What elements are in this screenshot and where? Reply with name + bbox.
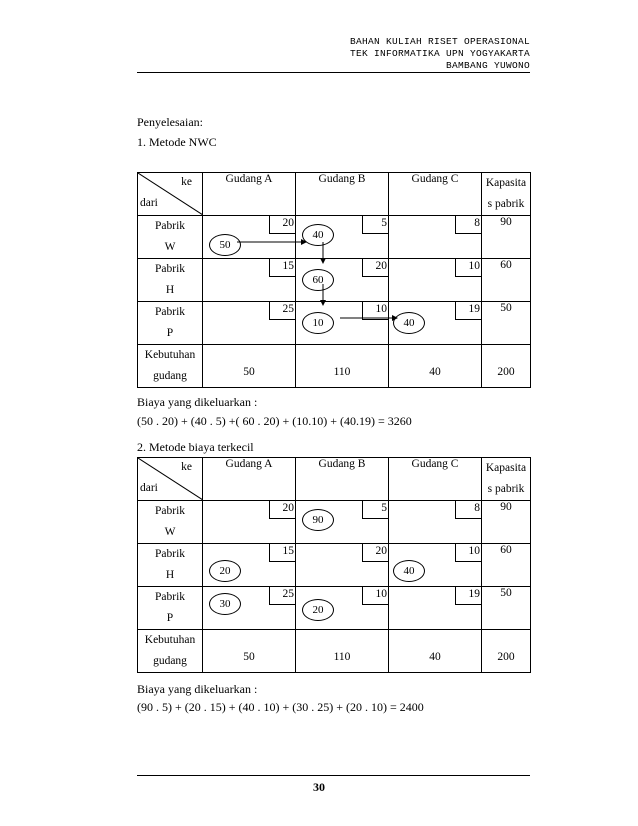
nwc-table (137, 172, 531, 388)
allocation-circle: 40 (393, 312, 425, 334)
cost: 19 (468, 588, 480, 600)
cap-p: 50 (482, 302, 531, 345)
allocation-circle: 60 (302, 269, 334, 291)
cell-h-c (389, 544, 482, 587)
demand-c: 40 (389, 345, 482, 388)
allocation-circle: 30 (209, 593, 241, 615)
demand-b: 110 (296, 630, 389, 673)
header-rule (137, 72, 530, 73)
cell-w-a (203, 501, 296, 544)
cap-p: 50 (482, 587, 531, 630)
cell-p-a (203, 587, 296, 630)
header-ke: ke (181, 461, 192, 473)
cell-p-a (203, 302, 296, 345)
allocation-circle: 20 (209, 560, 241, 582)
cost: 20 (282, 217, 294, 229)
header-gudang-b: Gudang B (296, 458, 389, 501)
row-label-demand: Kebutuhan gudang (138, 345, 203, 388)
cap-w: 90 (482, 501, 531, 544)
cost: 20 (375, 260, 387, 272)
cell-p-b (296, 302, 389, 345)
header-ke: ke (181, 176, 192, 188)
demand-total: 200 (482, 630, 531, 673)
page-number: 30 (313, 780, 325, 794)
cell-p-c (389, 587, 482, 630)
row-label-w: Pabrik W (138, 216, 203, 259)
header-dari: dari (140, 197, 158, 209)
cost: 8 (474, 217, 480, 229)
demand-total: 200 (482, 345, 531, 388)
cost: 8 (474, 502, 480, 514)
row-label-h: Pabrik H (138, 544, 203, 587)
header-line-1: BAHAN KULIAH RISET OPERASIONAL (349, 36, 530, 47)
cap-h: 60 (482, 544, 531, 587)
cell-h-a (203, 259, 296, 302)
cost: 10 (468, 545, 480, 557)
cap-w: 90 (482, 216, 531, 259)
allocation-circle: 50 (209, 234, 241, 256)
cost-formula-2: (90 . 5) + (20 . 15) + (40 . 10) + (30 . 25) + (20 . 10) = 2400 (137, 700, 424, 714)
section-title: Penyelesaian: (137, 115, 203, 129)
header-gudang-c: Gudang C (389, 173, 482, 216)
header-line-2: TEK INFORMATIKA UPN YOGYAKARTA (349, 48, 530, 59)
row-label-p: Pabrik P (138, 302, 203, 345)
document-header (350, 36, 530, 72)
cell-h-b (296, 544, 389, 587)
allocation-circle: 20 (302, 599, 334, 621)
cell-w-c (389, 216, 482, 259)
row-label-p: Pabrik P (138, 587, 203, 630)
cost-label-1: Biaya yang dikeluarkan : (137, 395, 258, 409)
cost: 20 (375, 545, 387, 557)
allocation-circle: 40 (393, 560, 425, 582)
cost: 10 (468, 260, 480, 272)
cell-w-c (389, 501, 482, 544)
row-label-h: Pabrik H (138, 259, 203, 302)
cell-h-a (203, 544, 296, 587)
header-kapasitas: Kapasita s pabrik (482, 173, 531, 216)
cost: 25 (282, 303, 294, 315)
header-gudang-b: Gudang B (296, 173, 389, 216)
cost: 5 (381, 217, 387, 229)
cost: 15 (282, 545, 294, 557)
demand-a: 50 (203, 630, 296, 673)
cell-h-b (296, 259, 389, 302)
cost: 10 (375, 303, 387, 315)
cost: 20 (282, 502, 294, 514)
header-gudang-c: Gudang C (389, 458, 482, 501)
cost: 10 (375, 588, 387, 600)
method-2-title: 2. Metode biaya terkecil (137, 440, 254, 454)
cell-w-b (296, 216, 389, 259)
cost: 15 (282, 260, 294, 272)
header-gudang-a: Gudang A (203, 458, 296, 501)
cap-h: 60 (482, 259, 531, 302)
cost: 25 (282, 588, 294, 600)
cell-p-c (389, 302, 482, 345)
cell-w-a (203, 216, 296, 259)
row-label-w: Pabrik W (138, 501, 203, 544)
cost-label-2: Biaya yang dikeluarkan : (137, 682, 258, 696)
corner-header-cell (138, 173, 203, 216)
header-gudang-a: Gudang A (203, 173, 296, 216)
allocation-circle: 10 (302, 312, 334, 334)
cost-formula-1: (50 . 20) + (40 . 5) +( 60 . 20) + (10.10) + (40.19) = 3260 (137, 414, 412, 428)
least-cost-table (137, 457, 531, 673)
row-label-demand: Kebutuhan gudang (138, 630, 203, 673)
footer-rule (137, 775, 530, 776)
demand-c: 40 (389, 630, 482, 673)
allocation-circle: 40 (302, 224, 334, 246)
header-line-3: BAMBANG YUWONO (445, 60, 530, 71)
demand-a: 50 (203, 345, 296, 388)
cell-h-c (389, 259, 482, 302)
header-kapasitas: Kapasita s pabrik (482, 458, 531, 501)
cell-w-b (296, 501, 389, 544)
cost: 19 (468, 303, 480, 315)
corner-header-cell (138, 458, 203, 501)
cost: 5 (381, 502, 387, 514)
method-1-title: 1. Metode NWC (137, 135, 217, 149)
header-dari: dari (140, 482, 158, 494)
demand-b: 110 (296, 345, 389, 388)
cell-p-b (296, 587, 389, 630)
allocation-circle: 90 (302, 509, 334, 531)
